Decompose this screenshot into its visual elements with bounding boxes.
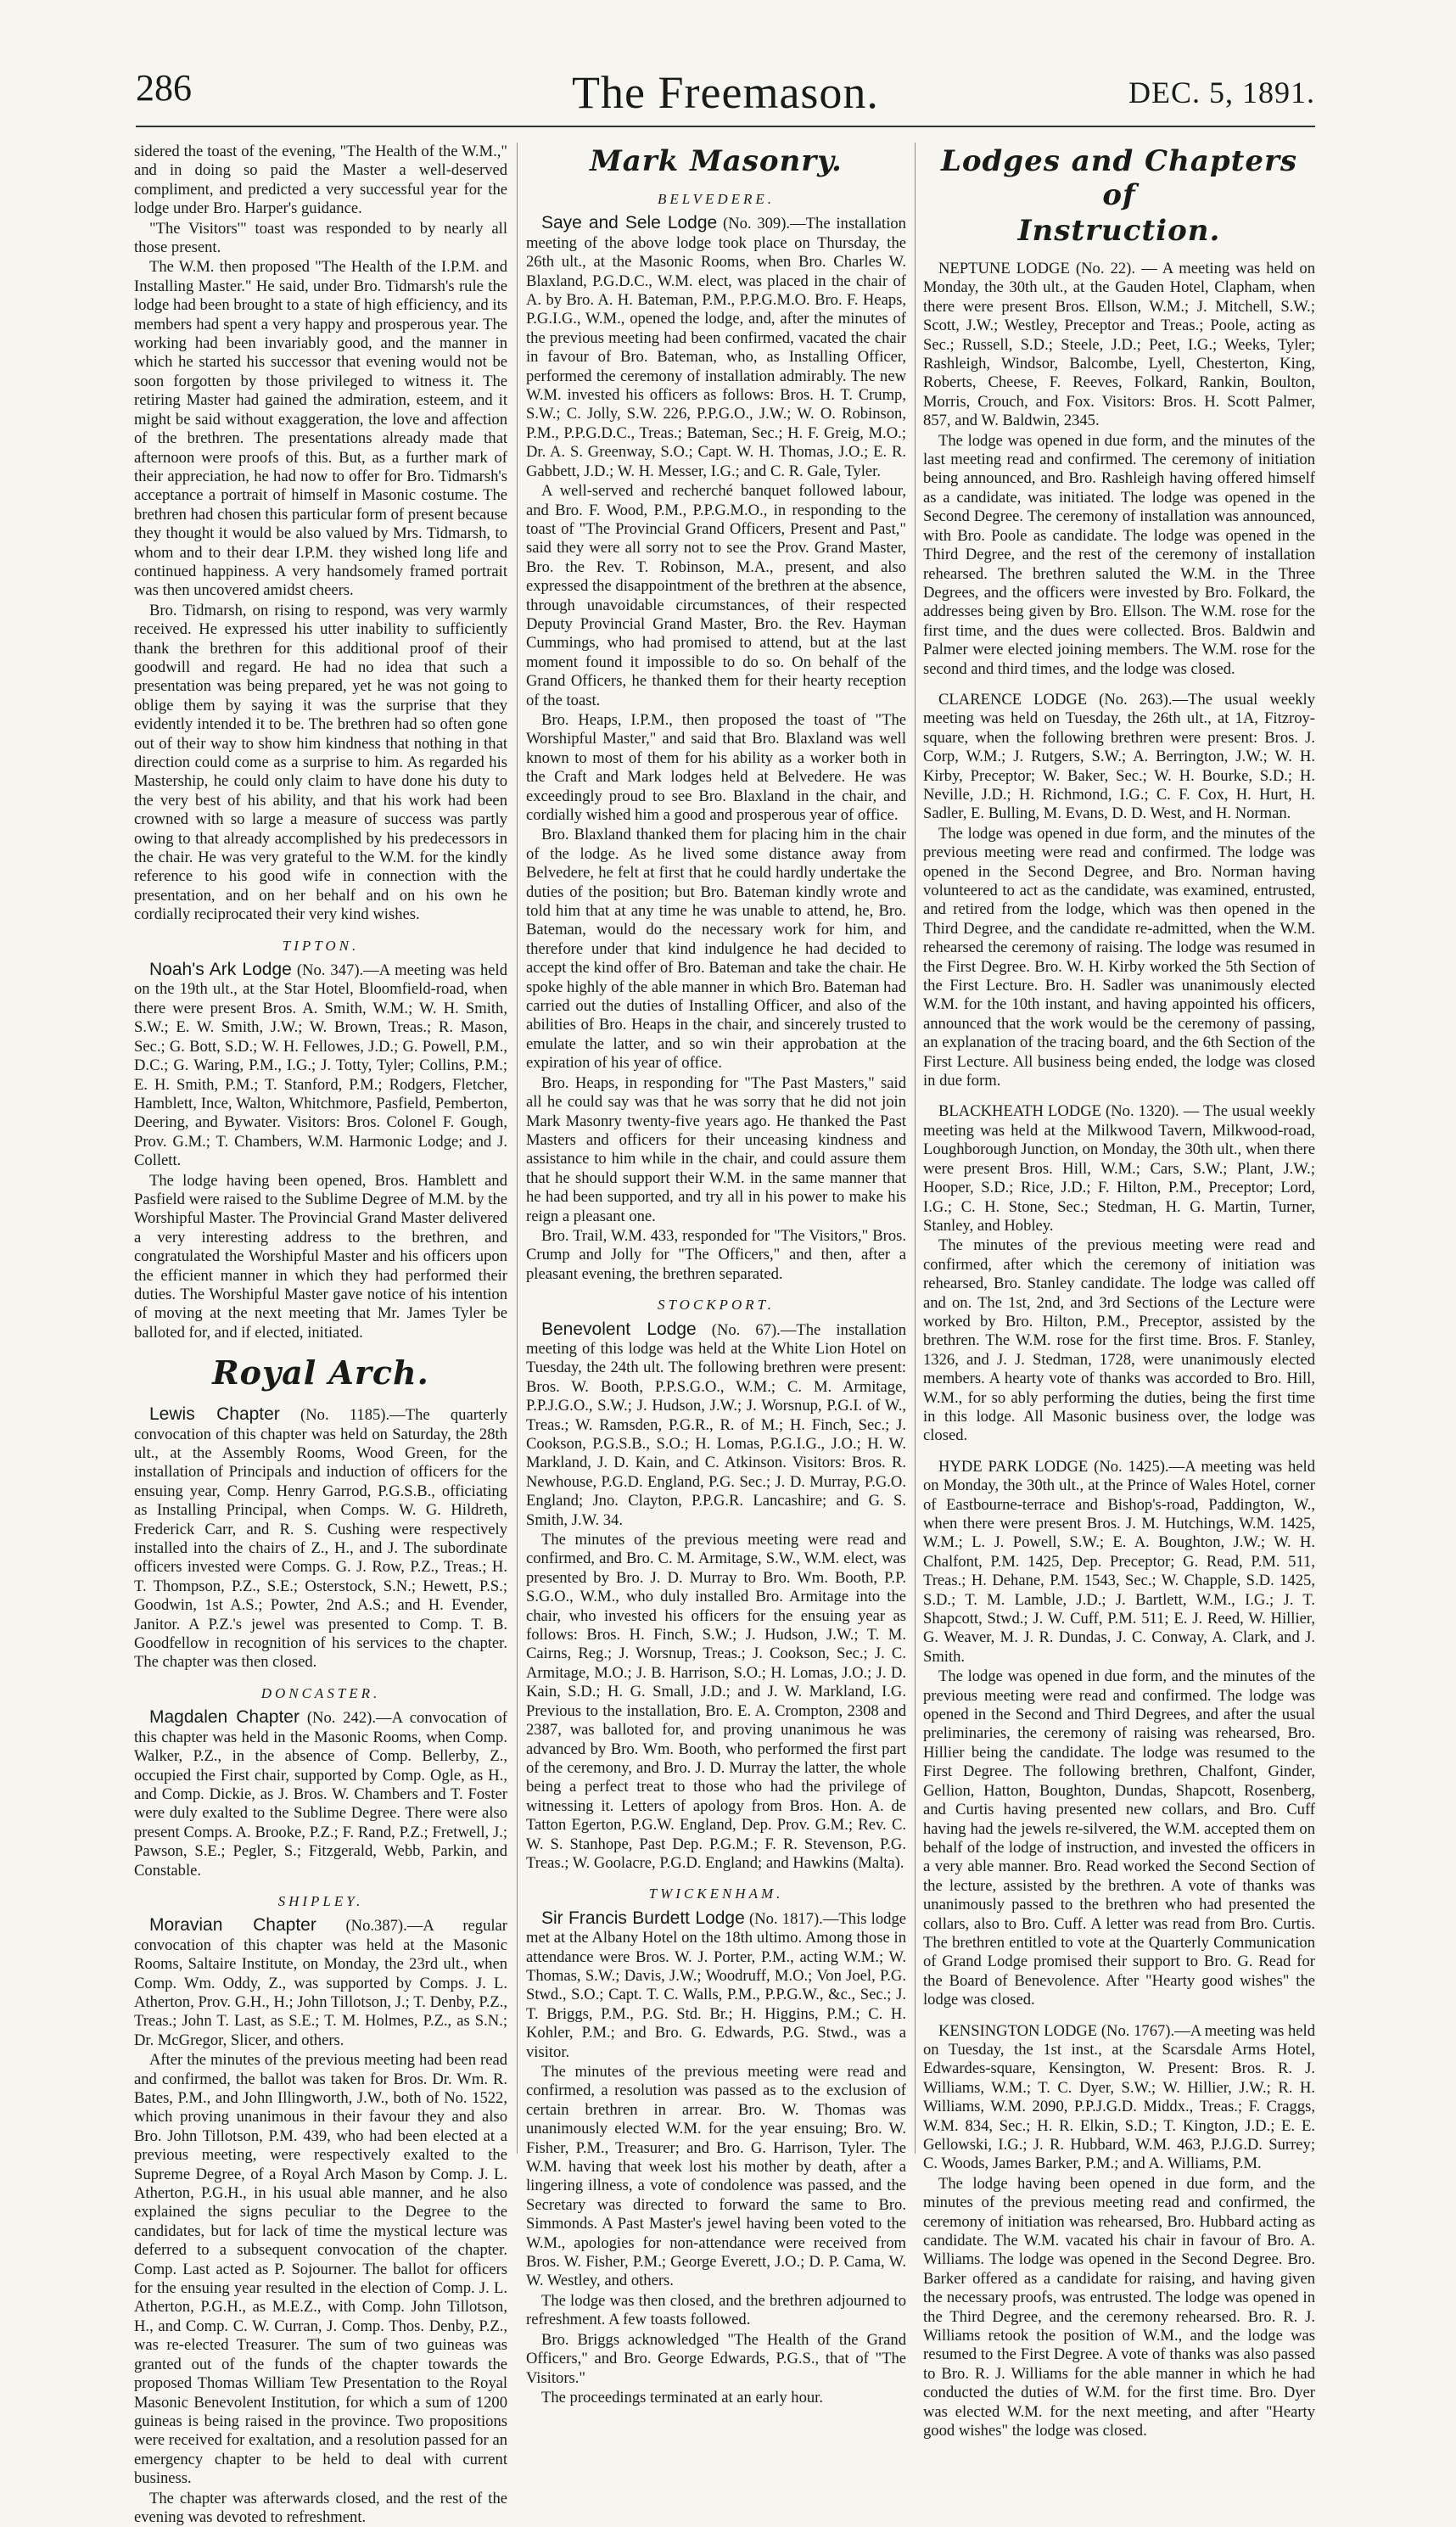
lodge-number: (No. 67). bbox=[711, 1320, 781, 1339]
article-moravian-chapter bbox=[134, 1916, 507, 2050]
place-heading: BELVEDERE. bbox=[657, 191, 776, 207]
column-left bbox=[134, 143, 508, 2526]
article-neptune-lodge: NEPTUNE LODGE (No. 22). — A meeting was held on Monday, the 30th ult., at the Gauden Hotel, Clapham, when there were present Bros. Ellson, W.M.; J. Mitchell, S.W.; Scott, J.W.; Westley, Preceptor and Treas.; Poole, acting as Sec.; Russell, S.D.; Steele, J.D.; Peet, I.G.; Weeks, Tyler; Rashleigh, Windsor, Balcombe, Lyell, Chesterton, King, Roberts, Cheese, F. Reeves, Folkard, Rankin, Boulton, Morris, Crouch, and Fox. Visitors: Bros. H. Scott Palmer, 857, and W. Baldwin, 2345. bbox=[923, 260, 1315, 430]
place-heading: TWICKENHAM. bbox=[648, 1885, 784, 1902]
chapter-number: (No. 1185). bbox=[300, 1406, 390, 1425]
paragraph: The lodge was opened in due form, and the minutes of the previous meeting were read and confirmed. The lodge was opened in the Second and Third Degrees, and after the usual preliminaries, the ceremony of raising was rehearsed, Bro. Hillier being the candidate. The lodge was resumed to the First Degree. The following brethren, Chalfont, Ginder, Gellion, Hatton, Boughton, Dundas, Shapcott, Rosenberg, and Curtis having presented new collars, and Bro. Cuff having had the jewels re-silvered, the W.M. accepted them on behalf of the lodge of instruction, and invested the officers in a very able manner. Bro. Read worked the Second Section of the lecture, assisted by the brethren. A vote of thanks was unanimously passed to the brethren who had presented the collars, also to Bro. Cuff. A letter was read from Bro. Curtis. The brethren entitled to vote at the Quarterly Communication of Grand Lodge promised their support to Bro. G. Read for the Board of Benevolence. After "Hearty good wishes" the lodge was closed. bbox=[923, 1667, 1315, 2009]
page-number: 286 bbox=[136, 67, 192, 109]
page-header bbox=[136, 66, 1315, 134]
paragraph: Bro. Tidmarsh, on rising to respond, was very warmly received. He expressed his utter inability to sufficiently thank the brethren for this additional proof of their goodwill and regard. He had no idea that such a presentation was being prepared, yet he was not going to oblige them by saying it was the surprise that they evidently intended it to be. The brethren had so often gone out of their way to show him kindness that nothing in that direction could come as a surprise to him. As regarded his Mastership, he could only claim to have done his duty to the very best of his ability, and that his work had been crowned with so large a measure of success was partly owing to that already accomplished by his predecessors in the chair. He was very grateful to the W.M. for the kindly reference to his good wife in connection with the presentation, and on her behalf and on his own he cordially reciprocated their very kind wishes. bbox=[134, 601, 507, 924]
section-heading-lodges-line2: Instruction. bbox=[1017, 214, 1221, 248]
article-sir-francis-burdett-lodge bbox=[526, 1909, 906, 2062]
column-divider bbox=[517, 143, 518, 2154]
article-hyde-park-lodge: HYDE PARK LODGE (No. 1425).—A meeting was held on Monday, the 30th ult., at the Prince of Wales Hotel, corner of Eastbourne-terrace and Bishop's-road, Paddington, W., when there were present Bros. J. M. Hutchings, W.M. 1425, W.M.; L. J. Powell, S.W.; E. A. Boughton, J.W.; W. H. Chalfont, P.M. 1425, Dep. Preceptor; G. Read, P.M. 511, Treas.; H. Dehane, P.M. 1543, Sec.; W. Chapple, S.D. 1425, S.D.; T. M. Lamble, J.D.; J. Bartlett, W.M., I.G.; J. T. Shapcott, Stwd.; J. W. Cuff, P.M. 511; E. J. Reed, W. Hillier, G. Weaver, M. J. R. Dundas, J. C. Conway, A. Clark, and J. Smith. bbox=[923, 1457, 1315, 1666]
article-text: —A regular convocation of this chapter was held at the Masonic Rooms, Saltaire Institute, on Monday, the 23rd ult., when Comp. Wm. Oddy, Z., was supported by Comps. J. L. Atherton, Prov. G.H., H.; John Tillotson, J.; T. Denby, P.Z., Treas.; John T. Last, as S.E.; T. M. Holmes, P.Z., as S.N.; Dr. McGregor, Slicer, and others. bbox=[134, 1917, 507, 2049]
issue-date: DEC. 5, 1891. bbox=[1128, 76, 1315, 109]
paragraph: The minutes of the previous meeting were read and confirmed, after which the ceremony of initiation was rehearsed, Bro. Stanley candidate. The lodge was called off and on. The 1st, 2nd, and 3rd Sections of the Lecture were worked by Bro. Hilton, P.M., Preceptor, assisted by the brethren. The W.M. rose for the first time. Bros. F. Stanley, 1326, and J. J. Stedman, 1728, were unanimously elected members. A hearty vote of thanks was accorded to Bro. Hill, W.M., for so ably performing the duties, being the first time in this lodge. All Masonic business over, the lodge was closed. bbox=[923, 1236, 1315, 1445]
article-text: —A convocation of this chapter was held in the Masonic Rooms, when Comp. Walker, P.Z., in the absence of Comp. Bellerby, Z., occupied the First chair, supported by Comp. Ogle, as H., and Comp. Dickie, as J. Bros. W. Chambers and T. Foster were duly exalted to the Sublime Degree. There were also present Comps. A. Brooke, P.Z.; F. Rand, P.Z.; Fretwell, J.; Pawson, S.E.; Pegler, S.; Fitzgerald, Webb, Parkin, and Constable. bbox=[134, 1709, 508, 1880]
lodge-name: Saye and Sele Lodge bbox=[541, 213, 718, 233]
lodge-number: (No. 347). bbox=[296, 961, 364, 980]
chapter-number: (No.387). bbox=[345, 1917, 407, 1936]
place-heading: SHIPLEY. bbox=[277, 1892, 364, 1909]
lodge-number: (No. 1817). bbox=[749, 1909, 823, 1928]
paragraph: Bro. Briggs acknowledged "The Health of the Grand Officers," and Bro. George Edwards, P.G.S., that of "The Visitors." bbox=[526, 2330, 906, 2387]
paragraph: Bro. Trail, W.M. 433, responded for "The Visitors," Bros. Crump and Jolly for "The Officers," and then, after a pleasant evening, the brethren separated. bbox=[526, 1226, 906, 1283]
article-magdalen-chapter bbox=[134, 1708, 507, 1880]
paragraph: The lodge was then closed, and the brethren adjourned to refreshment. A few toasts followed. bbox=[526, 2291, 906, 2329]
article-text: —This lodge met at the Albany Hotel on the 18th ultimo. Among those in attendance were Bros. W. J. Porter, P.M., acting W.M.; W. Thomas, S.W.; Davis, J.W.; Woodruff, M.O.; Von Joel, P.G. Stwd., S.O.; Capt. T. C. Walls, P.M., P.P.G.W., &c., Sec.; J. T. Briggs, P.M., P.G. Std. Br.; H. Higgins, P.M.; C. H. Kohler, P.M.; and Bro. G. Edwards, P.G. Stwd., was a visitor. bbox=[526, 1909, 906, 2061]
chapter-name: Moravian Chapter bbox=[149, 1915, 316, 1936]
paragraph: Bro. Heaps, in responding for "The Past Masters," said all he could say was that he was sorry that he did not join Mark Masonry twenty-five years ago. He thanked the Past Masters and officers for their unceasing kindness and assistance to him while in the chair, and could assure them that he should support their W.M. in the same manner that he had been supported, and try all in his power to make his reign a pleasant one. bbox=[526, 1073, 906, 1225]
header-rule bbox=[136, 126, 1315, 127]
paragraph: The W.M. then proposed "The Health of the I.P.M. and Installing Master." He said, under Bro. Tidmarsh's rule the lodge had been brought to a state of high efficiency, and its members had spent a very happy and prosperous year. The working had been invariably good, and the manner in which he started his successor that evening would not be soon forgotten by those privileged to witness it. The retiring Master had gained the admiration, esteem, and it might be said without exaggeration, the love and affection of the brethren. The presentations already made that afternoon were proofs of this. But, as a further mark of their appreciation, he had now to offer for Bro. Tidmarsh's acceptance a portrait of himself in Masonic costume. The brethren had chosen this particular form of present because they thought it would be also valued by Mrs. Tidmarsh, to whom and to their dear I.P.M. they wished long life and continued happiness. A very handsomely framed portrait was then uncovered amidst cheers. bbox=[134, 258, 507, 600]
section-heading-lodges-line1: Lodges and Chapters of bbox=[940, 144, 1298, 212]
article-blackheath-lodge: BLACKHEATH LODGE (No. 1320). — The usual weekly meeting was held at the Milkwood Tavern, Milkwood-road, Loughborough Junction, on Monday, the 30th ult., when there were present Bros. Hill, W.M.; Cars, S.W.; Plant, J.W.; Hooper, S.D.; Rice, J.D.; F. Hilton, P.M., Preceptor; Lord, I.G.; C. H. Stone, Sec.; Stedman, H. G. Martin, Turner, Stanley, and Hobley. bbox=[923, 1102, 1315, 1235]
place-heading: STOCKPORT. bbox=[657, 1297, 776, 1314]
chapter-name: Magdalen Chapter bbox=[149, 1707, 300, 1728]
paragraph: After the minutes of the previous meeting had been read and confirmed, the ballot was taken for Bros. Dr. Wm. R. Bates, P.M., and John Illingworth, J.W., both of No. 1522, which proving unanimous in their favour they and also Bro. John Tillotson, P.M. 439, who had been elected at a previous meeting, were respectively exalted to the Supreme Degree, of a Royal Arch Mason by Comp. J. L. Atherton, P.G.H., in his usual able manner, and he also explained the signs peculiar to the Degree to the candidates, but for lack of time the mystical lecture was deferred to a subsequent convocation of the chapter. Comp. Last acted as P. Sojourner. The ballot for officers for the ensuing year resulted in the election of Comp. J. L. Atherton, P.G.H., as M.E.Z., with Comp. John Tillotson, H., and Comp. C. W. Curran, J. Comp. Thos. Denby, P.Z., was re-elected Treasurer. The sum of two guineas was granted out of the funds of the chapter towards the proposed Thomas William Tew Presentation to the Royal Masonic Benevolent Institution, for which a sum of 1200 guineas is being raised in the province. Two propositions were received for exaltation, and a resolution passed for an emergency chapter to be held to deal with current business. bbox=[134, 2051, 507, 2488]
article-text: —The installation meeting of the above lodge took place on Thursday, the 26th ult., at the Masonic Rooms, when Bro. Charles W. Blaxland, P.G.D.C., W.M. elect, was placed in the chair of A. by Bro. A. H. Bateman, P.M., P.P.G.M.O. Bro. F. Heaps, P.G.I.G., W.M., opened the lodge, and, after the minutes of the previous meeting had been confirmed, vacated the chair in favour of Bro. Bateman, who, as Installing Officer, performed the ceremony of installation admirably. The new W.M. invested his officers as follows: Bros. H. T. Crump, S.W.; C. Jolly, S.W. 226, P.P.G.O., J.W.; W. O. Robinson, P.M., P.P.G.D.C., Treas.; Bateman, Sec.; H. F. Greig, M.O.; Dr. A. S. Greenway, S.O.; Capt. W. H. Thomas, J.O.; E. R. Gabbett, J.D.; W. H. Messer, I.G.; and C. R. Gale, Tyler. bbox=[526, 215, 906, 480]
paragraph: Bro. Heaps, I.P.M., then proposed the toast of "The Worshipful Master," and said that Bro. Blaxland was well known to most of them for his ability as a worker both in the Craft and Mark lodges held at Belvedere. He was exceedingly proud to see Bro. Blaxland in the chair, and cordially wished him a good and prosperous year of office. bbox=[526, 710, 906, 824]
paragraph: The lodge was opened in due form, and the minutes of the last meeting read and confirmed. The ceremony of initiation being announced, and Bro. Rashleigh having offered himself as a candidate, was initiated. The lodge was opened in the Second Degree. The ceremony of installation was announced, with Bro. Poole as candidate. The lodge was opened in the Third Degree, and the rest of the ceremony of installation rehearsed. The brethren saluted the W.M. in the Three Degrees, and the officers were invested by Bro. Folkard, the addresses being given by Bro. Ellson. The W.M. rose for the first time, and the dues were collected. Bros. Baldwin and Palmer were elected joining members. The W.M. rose for the second and third times, and the lodge was closed. bbox=[923, 431, 1315, 678]
article-clarence-lodge: CLARENCE LODGE (No. 263).—The usual weekly meeting was held on Tuesday, the 26th ult., at 1A, Fitzroy-square, when the following brethren were present: Bros. J. Corp, W.M.; J. Rutgers, S.W.; A. Berrington, J.W.; W. H. Kirby, Preceptor; W. Baker, Sec.; W. H. Bourke, S.D.; H. Neville, J.D.; H. Richmond, I.G.; C. F. Cox, H. Hurt, H. Sadler, E. Bulling, M. Evans, D. D. West, and H. Norman. bbox=[923, 690, 1315, 823]
article-lewis-chapter bbox=[134, 1405, 507, 1673]
chapter-number: (No. 242). bbox=[306, 1709, 376, 1728]
paragraph: Bro. Blaxland thanked them for placing him in the chair of the lodge. As he lived some distance away from Belvedere, he felt at first that he could hardly undertake the duties of the position; but Bro. Bateman kindly wrote and told him that at any time he was unable to attend, he, Bro. Bateman, would do the necessary work for him, and therefore under that kind indulgence he had decided to accept the kind offer of Bro. Bateman and take the chair. He spoke highly of the able manner in which Bro. Bateman had carried out the duties of Installing Officer, and also of the abilities of Bro. Heaps in the chair, and sincerely trusted to emulate the latter, and so win their approbation at the expiration of his year of office. bbox=[526, 826, 906, 1073]
paragraph: The minutes of the previous meeting were read and confirmed, and Bro. C. M. Armitage, S.W., W.M. elect, was presented by Bro. J. D. Murray to Bro. Wm. Booth, P.P. S.G.O., W.M., who duly installed Bro. Armitage into the chair, who invested his officers for the ensuing year as follows: Bros. H. Finch, S.W.; J. Hudson, J.W.; T. M. Cairns, Reg.; J. Worsnup, Treas.; J. Cookson, Sec.; J. C. Armitage, M.O.; J. B. Harrison, S.O.; H. Lomas, J.O.; J. D. Kain, S.D.; H. G. Small, J.D.; and J. W. Markland, I.G. Previous to the installation, Bro. E. A. Crompton, 2308 and 2387, was balloted for, and proving unanimous he was advanced by Bro. Wm. Booth, who performed the first part of the ceremony, and Bro. J. D. Murray the latter, the whole being a perfect treat to those who had the privilege of witnessing it. Letters of apology from Bros. Hon. A. de Tatton Egerton, P.G.W. England, Dep. Prov. G.M.; Rev. C. W. S. Stanhope, Past Dep. P.G.M.; F. R. Stevenson, P.G. Treas.; W. Goolacre, P.G.D. England; and Hawkins (Malta). bbox=[526, 1531, 906, 1872]
lodge-name: Benevolent Lodge bbox=[541, 1319, 697, 1339]
chapter-name: Lewis Chapter bbox=[149, 1404, 280, 1425]
paragraph: The lodge having been opened, Bros. Hamblett and Pasfield were raised to the Sublime Degree of M.M. by the Worshipful Master. The Provincial Grand Master delivered a very interesting address to the brethren, and congratulated the Worshipful Master and his officers upon the efficient manner in which they had performed their duties. The Worshipful Master gave notice of his intention of moving at the next meeting that Mr. James Tyler be balloted for, and if elected, initiated. bbox=[134, 1171, 507, 1342]
column-right bbox=[923, 143, 1315, 2440]
place-heading: TIPTON. bbox=[282, 937, 360, 954]
paragraph: The lodge having been opened in due form, and the minutes of the previous meeting read and confirmed, the ceremony of initiation was rehearsed, Bro. Hubbard acting as candidate. The W.M. vacated his chair in favour of Bro. A. Williams. The lodge was opened in the Second Degree. Bro. Barker offered as a candidate for raising, and having given the necessary proofs, was entrusted. The lodge was opened in the Third Degree, and the ceremony rehearsed. Bro. R. J. Williams retook the position of W.M., and the lodge was resumed to the First Degree. A vote of thanks was also passed to Bro. R. J. Williams for the able manner in which he had conducted the duties of W.M. for the first time. Bro. Dyer was elected W.M. for the next meeting, and after "Hearty good wishes" the lodge was closed. bbox=[923, 2174, 1315, 2440]
paragraph: A well-served and recherché banquet followed labour, and Bro. F. Wood, P.M., P.P.G.M.O., in responding to the toast of "The Provincial Grand Officers, Present and Past," said they were all sorry not to see the Prov. Grand Master, Bro. the Rev. T. Robinson, M.A., present, and also expressed the disappointment of the brethren at the absence, through unavoidable circumstances, of their respected Deputy Provincial Grand Master, Bro. the Rev. Hayman Cummings, who had promised to attend, but at the last moment found it impossible to do so. On behalf of the Grand Officers, he thanked them for their hearty reception of the toast. bbox=[526, 482, 906, 709]
article-benevolent-lodge bbox=[526, 1320, 906, 1530]
article-text: —The quarterly convocation of this chapter was held on Saturday, the 28th ult., at the Assembly Rooms, Wood Green, for the installation of Principals and induction of officers for the ensuing year, Comp. Henry Garrod, P.G.S.B., officiating as Installing Principal, when Comps. W. G. Hildreth, Frederick Carr, and R. S. Cushing were respectively installed into the chairs of Z., H., and J. The subordinate officers invested were Comps. G. J. Row, P.Z., Treas.; H. T. Thompson, P.Z., S.E.; Osterstock, S.N.; Hewett, P.S.; Goodwin, 1st A.S.; Powter, 2nd A.S.; and H. Evender, Janitor. A P.Z.'s jewel was presented to Comp. T. B. Goodfellow in recognition of his services to the chapter. The chapter was then closed. bbox=[134, 1406, 507, 1672]
paragraph: sidered the toast of the evening, "The Health of the W.M.," and in doing so paid the Master a well-deserved compliment, and predicted a very successful year for the lodge under Bro. Harper's guidance. bbox=[134, 143, 507, 218]
section-heading-mark-masonry: Mark Masonry. bbox=[590, 144, 843, 178]
paragraph: The chapter was afterwards closed, and the rest of the evening was devoted to refreshment. bbox=[134, 2489, 507, 2526]
column-middle bbox=[526, 143, 906, 2407]
section-heading-royal-arch: Royal Arch. bbox=[212, 1353, 429, 1392]
place-heading: DONCASTER. bbox=[260, 1684, 381, 1701]
article-saye-and-sele-lodge bbox=[526, 214, 906, 481]
masthead-title: The Freemason. bbox=[572, 67, 879, 118]
lodge-name: Noah's Ark Lodge bbox=[149, 960, 292, 980]
lodge-number: (No. 309). bbox=[723, 215, 791, 233]
lodge-name: Sir Francis Burdett Lodge bbox=[541, 1908, 745, 1928]
paragraph: The proceedings terminated at an early hour. bbox=[541, 2388, 823, 2407]
paragraph: "The Visitors'" toast was responded to by nearly all those present. bbox=[134, 219, 507, 257]
article-text: —A meeting was held on the 19th ult., at the Star Hotel, Bloomfield-road, when there were present Bros. A. Smith, W.M.; W. H. Smith, S.W.; E. W. Smith, J.W.; W. Brown, Treas.; R. Mason, Sec.; G. Bott, S.D.; W. H. Fellowes, J.D.; G. Powell, P.M., D.C.; G. Waring, P.M., I.G.; J. Totty, Tyler; Collins, P.M.; E. H. Smith, P.M.; T. Stanford, P.M.; Rodgers, Fletcher, Hamblett, Ince, Walton, Whitchmore, Pasfield, Pemberton, Deering, and Bywater. Visitors: Bros. Colonel F. Gough, Prov. G.M.; T. Chambers, W.M. Harmonic Lodge; and J. Collett. bbox=[134, 961, 508, 1170]
article-text: —The installation meeting of this lodge was held at the White Lion Hotel on Tuesday, the 24th ult. The following brethren were present: Bros. W. Booth, P.P.S.G.O., W.M.; C. M. Armitage, P.P.J.G.O., S.W.; J. Hudson, J.W.; J. Worsnup, P.G.I. of W., Treas.; W. Ramsden, P.G.R., R. of M.; H. Finch, Sec.; J. Cookson, P.G.S.B., S.O.; H. Lomas, P.G.I.G., J.O.; H. W. Markland, J. D. Kain, and C. Atkinson. Visitors: Bros. R. Newhouse, P.G.D. England, P.G. Sec.; J. D. Murray, P.G.O. England; Jno. Clayton, P.P.G.R. Lancashire; and G. S. Smith, J.W. 34. bbox=[526, 1320, 906, 1529]
column-divider bbox=[915, 143, 916, 2154]
paragraph: The lodge was opened in due form, and the minutes of the previous meeting were read and confirmed. The lodge was opened in the Second Degree, and Bro. Norman having volunteered to act as the candidate, was examined, entrusted, and retired from the lodge, which was then opened in the Third Degree, and the candidate re-admitted, when the W.M. rehearsed the ceremony of raising. The lodge was resumed in the First Degree. Bro. W. H. Kirby worked the 5th Section of the First Lecture. Bro. H. Sadler was unanimously elected W.M. for the 10th instant, and having appointed his officers, announced that the work would be the ceremony of passing, an explanation of the tracing board, and the 6th Section of the First Lecture. All business being ended, the lodge was closed in due form. bbox=[923, 824, 1315, 1090]
article-kensington-lodge: KENSINGTON LODGE (No. 1767).—A meeting was held on Tuesday, the 1st inst., at the Scarsdale Arms Hotel, Edwardes-square, Kensington, W. Present: Bros. R. J. Williams, W.M.; T. C. Dyer, S.W.; W. Hillier, J.W.; R. H. Williams, W.M. 2090, P.P.J.G.D. Middx., Treas.; F. Craggs, W.M. 834, Sec.; H. R. Elkin, S.D.; T. Kington, J.D.; E. E. Gellowski, I.G.; J. R. Hubbard, W.M. 463, P.J.G.D. Surrey; C. Woods, James Barker, P.M.; and A. Williams, P.M. bbox=[923, 2021, 1315, 2173]
article-noahs-ark-lodge bbox=[134, 961, 507, 1170]
paragraph: The minutes of the previous meeting were read and confirmed, a resolution was passed as to the exclusion of certain brethren in arrear. Bro. W. Thomas was unanimously elected W.M. for the year ensuing; Bro. W. Fisher, P.M., Treasurer; and Bro. G. Harrison, Tyler. The W.M. having that week lost his mother by death, after a lingering illness, a vote of condolence was passed, and the Secretary was directed to forward the same to Bro. Simmonds. A Past Master's jewel having been voted to the W.M., apologies for non-attendance were received from Bros. W. Fisher, P.M.; George Everett, J.O.; D. P. Cama, W. W. Westley, and others. bbox=[526, 2063, 906, 2290]
